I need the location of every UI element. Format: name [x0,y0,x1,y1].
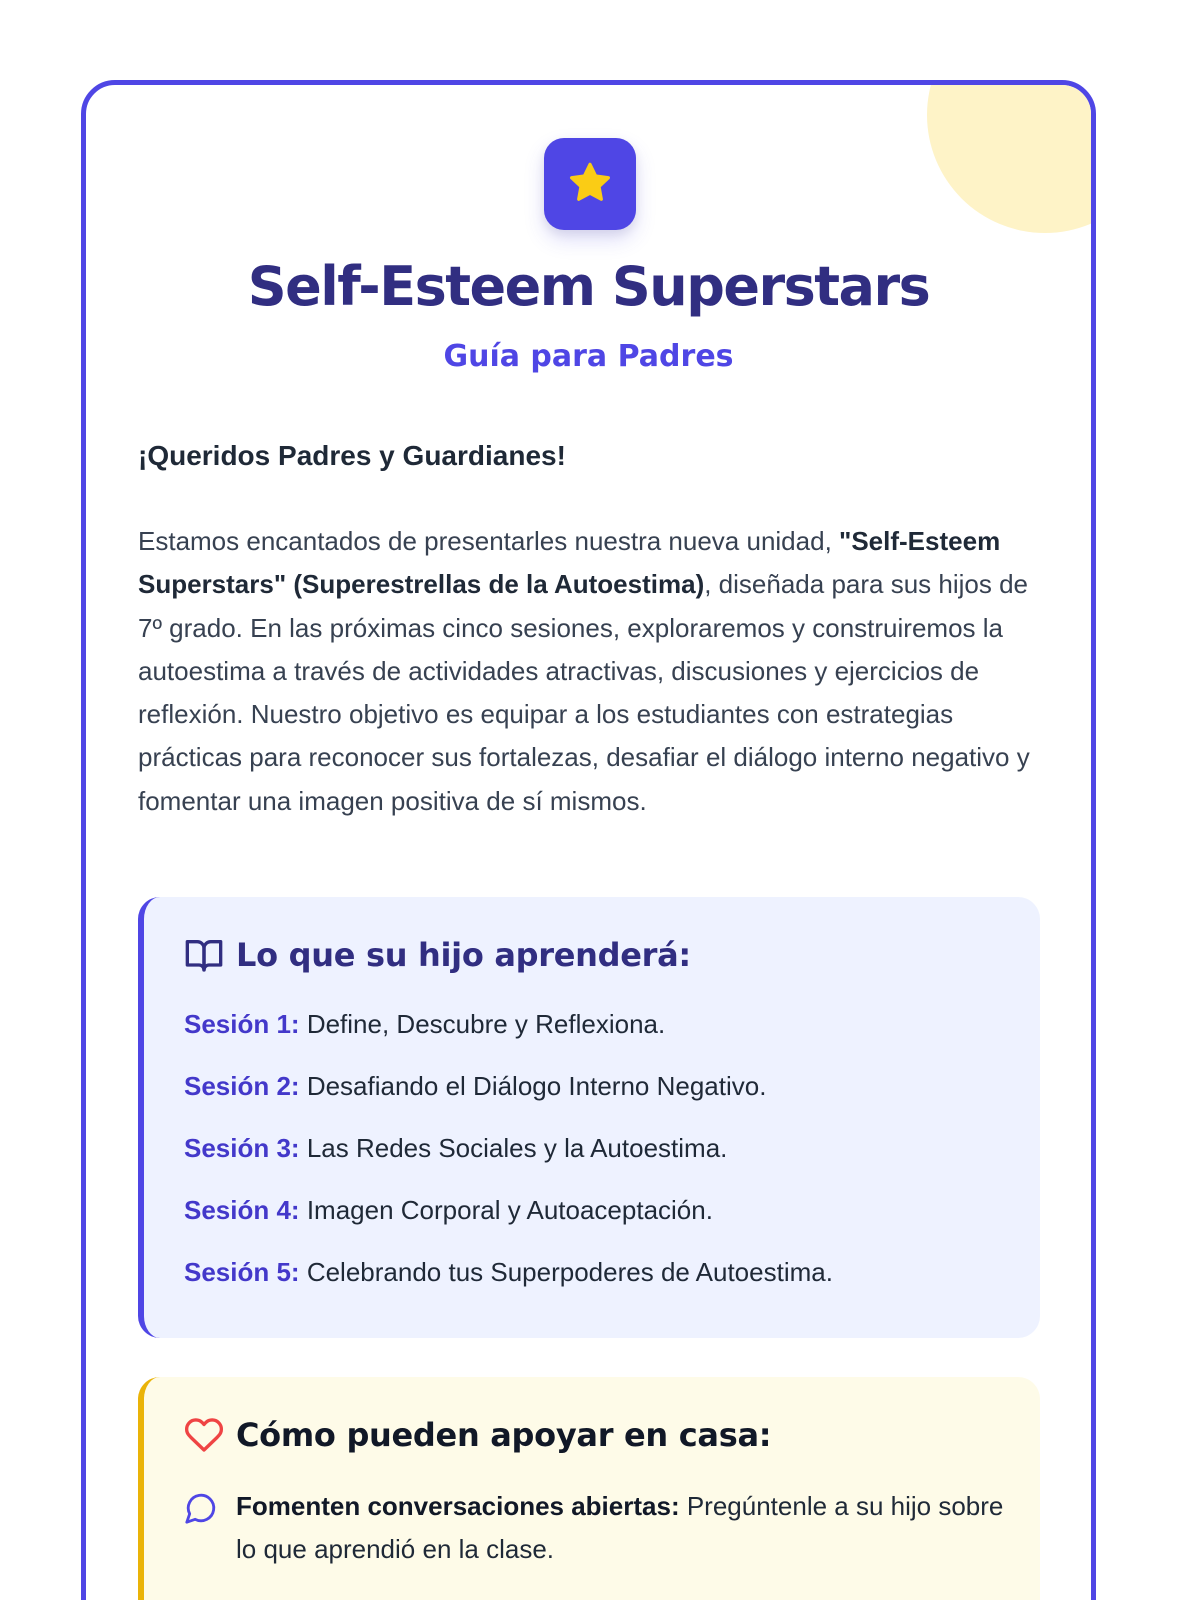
support-heading: Cómo pueden apoyar en casa: [236,1416,772,1454]
intro-text-start: Estamos encantados de presentarles nuestra nueva unidad, [138,526,840,556]
learning-heading: Lo que su hijo aprenderá: [236,936,691,974]
guide-card [81,80,1096,1600]
session-label: Sesión 5: [184,1257,300,1287]
unit-name: "Self-Esteem Superstars" (Superestrellas de la Autoestima) [138,526,1001,600]
session-list [184,1009,833,1319]
session-label: Sesión 1: [184,1009,300,1039]
session-item [184,1071,833,1133]
star-icon [565,159,615,209]
open-book-icon [184,935,224,975]
session-text: Define, Descubre y Reflexiona. [299,1009,666,1039]
support-panel [138,1377,1040,1600]
intro-text-end: , diseñada para sus hijos de 7º grado. En las próximas cinco sesiones, exploraremos y construiremos la autoestima a través de actividades atractivas, discusiones y ejercicios de reflexión. Nuestro objetivo es equipar a los estudiantes con estrategias prácticas para reconocer sus fortalezas, desafiar el diálogo interno negativo y fomentar una imagen positiva de sí mismos. [138,569,1030,816]
support-header [184,1415,771,1455]
greeting: ¡Queridos Padres y Guardianes! [138,440,566,471]
session-item [184,1009,833,1071]
session-item [184,1133,833,1195]
support-tip [184,1485,1004,1571]
session-text: Las Redes Sociales y la Autoestima. [299,1133,728,1163]
session-item [184,1257,833,1319]
learning-panel [138,897,1040,1338]
session-item [184,1195,833,1257]
intro-paragraph [138,520,1048,823]
session-label: Sesión 2: [184,1071,300,1101]
session-label: Sesión 4: [184,1195,300,1225]
session-text: Desafiando el Diálogo Interno Negativo. [299,1071,767,1101]
learning-header [184,935,691,975]
session-text: Imagen Corporal y Autoaceptación. [299,1195,713,1225]
session-label: Sesión 3: [184,1133,300,1163]
page-subtitle: Guía para Padres [443,339,734,374]
chat-bubble-icon [184,1491,218,1525]
session-text: Celebrando tus Superpoderes de Autoestima. [299,1257,833,1287]
decorative-circle [927,80,1096,233]
page-title: Self-Esteem Superstars [247,255,930,318]
heart-icon [184,1415,224,1455]
support-tip-title: Fomenten conversaciones abiertas: [236,1491,680,1521]
support-tip-body: Pregúntenle a su hijo sobre lo que aprendió en la clase. [236,1491,1004,1564]
logo-badge [544,138,636,230]
support-tip-text [236,1485,1004,1571]
